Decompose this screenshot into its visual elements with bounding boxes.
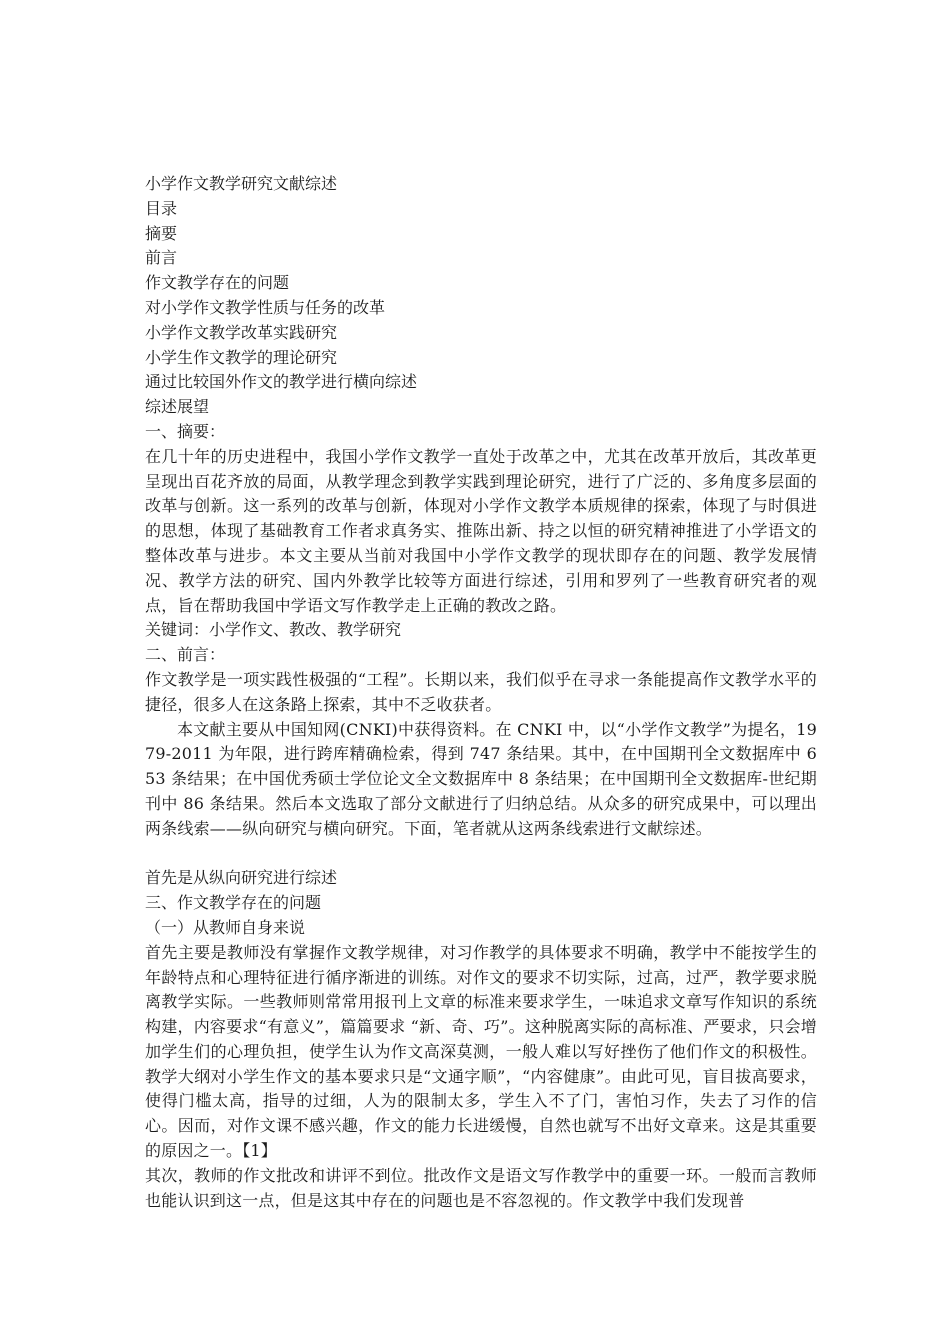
section-lead: 首先是从纵向研究进行综述 (145, 868, 338, 888)
section-paragraph-2: 其次，教师的作文批改和讲评不到位。批改作文是语文写作教学中的重要一环。一般而言教师也能认识到这一点，但是这其中存在的问题也是不容忽视的。作文教学中我们发现普 (145, 1165, 817, 1210)
toc-item: 摘要 (145, 223, 178, 243)
toc-heading: 目录 (145, 198, 178, 218)
document-title: 小学作文教学研究文献综述 (145, 174, 338, 193)
toc-item: 小学作文教学改革实践研究 (145, 322, 338, 342)
document-page (145, 172, 817, 1213)
toc-item: 小学生作文教学的理论研究 (145, 347, 338, 367)
toc-item: 综述展望 (145, 397, 210, 417)
toc-item: 对小学作文教学性质与任务的改革 (145, 297, 386, 317)
section-heading: 三、作文教学存在的问题 (145, 893, 322, 913)
toc-item: 前言 (145, 248, 178, 268)
blank-line (145, 842, 817, 867)
preface-paragraph-1: 作文教学是一项实践性极强的“工程”。长期以来，我们似乎在寻求一条能提高作文教学水平的捷径，很多人在这条路上探索，其中不乏收获者。 (145, 669, 817, 714)
section-paragraph-1: 首先主要是教师没有掌握作文教学规律，对习作教学的具体要求不明确，教学中不能按学生的年龄特点和心理特征进行循序渐进的训练。对作文的要求不切实际，过高，过严，教学要求脱离教学实际。一些教师则常常用报刊上文章的标准来要求学生，一味追求文章写作知识的系统构建，内容要求“有意义”，篇篇要求 “新、奇、巧”。这种脱离实际的高标准、严要求，只会增加学生们的心理负担，使学生认为作文高深莫测，一般人难以写好挫伤了他们作文的积极性。教学大纲对小学生作文的基本要求只是“文通字顺”，“内容健康”。由此可见，盲目拔高要求，使得门槛太高，指导的过细，人为的限制太多，学生入不了门，害怕习作，失去了习作的信心。因而，对作文课不感兴趣，作文的能力长进缓慢，自然也就写不出好文章来。这是其重要的原因之一。【1】 (145, 942, 817, 1161)
preface-paragraph-2: 本文献主要从中国知网(CNKI)中获得资料。在 CNKI 中，以“小学作文教学”为提名，1979-2011 为年限，进行跨库精确检索，得到 747 条结果。其中，在中国期刊全文数据库中 653 条结果；在中国优秀硕士学位论文全文数据库中 8 条结果；在中国期刊全文数据库-世纪期刊中 86 条结果。然后本文选取了部分文献进行了归纳总结。从众多的研究成果中，可以理出两条线索——纵向研究与横向研究。下面，笔者就从这两条线索进行文献综述。 (145, 719, 817, 838)
toc-item: 通过比较国外作文的教学进行横向综述 (145, 372, 418, 392)
toc-item: 作文教学存在的问题 (145, 273, 290, 293)
keywords: 关键词：小学作文、教改、教学研究 (145, 620, 402, 640)
preface-heading: 二、前言： (145, 645, 226, 665)
subsection-heading: （一）从教师自身来说 (145, 917, 306, 937)
abstract-heading: 一、摘要： (145, 421, 226, 441)
abstract-paragraph: 在几十年的历史进程中，我国小学作文教学一直处于改革之中，尤其在改革开放后，其改革更呈现出百花齐放的局面，从教学理念到教学实践到理论研究，进行了广泛的、多角度多层面的改革与创新。这一系列的改革与创新，体现对小学作文教学本质规律的探索，体现了与时俱进的思想，体现了基础教育工作者求真务实、推陈出新、持之以恒的研究精神推进了小学语文的整体改革与进步。本文主要从当前对我国中小学作文教学的现状即存在的问题、教学发展情况、教学方法的研究、国内外教学比较等方面进行综述，引用和罗列了一些教育研究者的观点，旨在帮助我国中学语文写作教学走上正确的教改之路。 (145, 446, 817, 615)
